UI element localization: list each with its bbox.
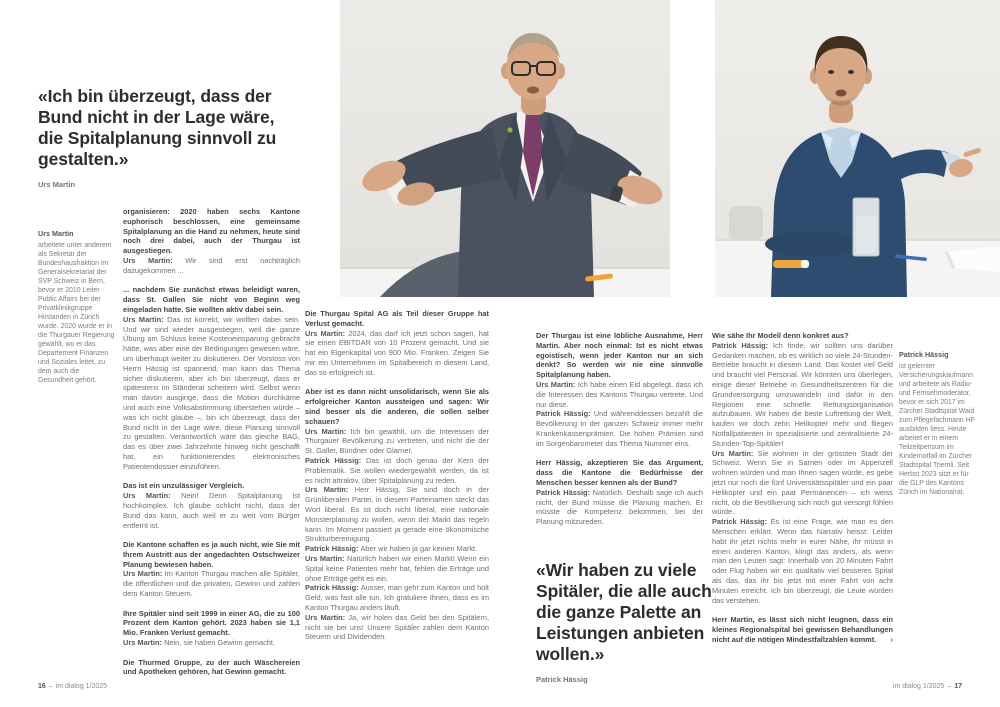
interviewer-question: ... nachdem Sie zunächst etwas beleidigt waren, dass St. Gallen Sie nicht von Beginn weg eingeladen hatte. Sie wollten aktiv dabei sein. [123,285,300,314]
interview-answer: Urs Martin: Herr Hässig, Sie sind doch in der Grünliberalen Partei, in diesem Parteinamen steckt das Wort liberal. Es ist doch nicht liberal, eine nationale Monsterplanung zu wollen, wenn der Markt das regeln kann. Im Moment passiert ja gerade eine ökonomische Strukturbereinigung. [305,485,489,544]
interview-answer: Urs Martin: Nein! Denn Spitalplanung ist hochkomplex. Ich glaube schlicht nicht, dass der Bund das kann, auch weil er zu weit vom Bürger entfernt ist. [123,491,300,530]
mouth [836,90,847,97]
speaker-name: Urs Martin: [123,314,168,324]
interview-answer: Urs Martin: Ich bin gewählt, um die Interessen der Thurgauer Bevölkerung zu vertreten, und nicht die der St. Galler, Bündner oder Glarner. [305,426,489,456]
speaker-name: Urs Martin: [305,612,349,622]
interviewer-question: Wie sähe Ihr Modell denn konkret aus? [712,331,849,340]
folio-separator: – [947,683,952,690]
speaker-name: Patrick Hässig: [305,544,361,554]
patrick-haessig-illustration [715,0,1000,297]
interview-answer: Patrick Hässig: Und währenddessen bezahlt die Bevölkerung in der ganzen Schweiz immer mehr Krankenkassenprämien. Die hohen Prämien sind im Sorgenbarometer das Thema Nummer eins. [536,409,703,448]
pull-quote-patrick-haessig [536,560,736,684]
interview-column-3 [536,331,703,527]
publication-title: im dialog 1/2025 [55,683,108,690]
speaker-name: Urs Martin: [305,426,351,436]
interview-answer: Patrick Hässig: Natürlich. Deshalb sage ich auch nicht, der Bund müsse die Planung machen. Er müsste die Kompetenz bekommen, bei der Planung mitzureden. [536,487,703,527]
bio-text: arbeitete unter anderem als Sekretär der Bundeshausfraktion im Generalsekretariat der SVP Schweiz in Bern, bevor er 2010 Leiter Public Affairs bei der Privatklinikgruppe Hirslanden in Zürich wurde. 2020 wurde er in die Thurgauer Regierung gewählt, wo er das Departement Finanzen und Soziales leitet, zu dem auch die Gesundheit gehört. [38,242,115,384]
speaker-name: Urs Martin: [536,379,578,389]
interview-answer: Patrick Hässig: Das ist doch genau der Kern der Problematik. Sie wollen wiedergewählt werden, da ist es nicht attraktiv, über Spitalplanung zu reden. [305,455,489,485]
page-number: 17 [954,683,962,690]
interview-answer: Patrick Hässig: Ausser, man geht zum Kanton und holt Geld, was fast alle tun. Ich gratuliere Ihnen, dass es im Kanton Thurgau anders läuft. [305,583,489,612]
interview-answer: Patrick Hässig: Aber wir haben ja gar keinen Markt. [305,544,478,554]
bio-name: Urs Martin [38,229,74,238]
interviewer-question: Ihre Spitäler sind seit 1999 in einer AG, die zu 100 Prozent dem Kanton gehört. 2023 haben sie 1,1 Mio. Franken Verlust gemacht. [123,608,300,638]
interview-answer: Urs Martin: Das ist korrekt, wir wollten dabei sein. Und wir sind wieder ausgestiegen, weil die ganze Übung am Schluss keine Kosteneinsparung gebracht hätte, was aber eine der Bedingungen gewesen wäre, um überhaupt weiter zu diskutieren. Der Vorstoss von Herrn Hässig ist spannend, man kann das Thema sicher diskutieren, aber ich bin überzeugt, dass er spätestens im Ständerat scheitern wird. Selbst wenn man davon ausginge, dass die Motion durchkäme und auch eine Volksabstimmung überstehen würde – was ich nicht glaube –, bin ich überzeugt, dass der Bund nicht in der Lage wäre, diese Planung sinnvoll zu gestalten. Verantwortlich wäre das gleiche BAG, das es über zwei Jahrzehnte hinweg nicht geschafft hat, ein funktionierendes elektronisches Patientendossier einzuführen. [123,314,300,471]
interview-answer: Urs Martin: Natürlich haben wir einen Markt! Wenn ein Spital keine Patienten mehr hat, fehlen die Erträge und ohne Erträge geht es ein. [305,553,489,583]
continuation-arrow: › [890,634,893,644]
eye-left [828,70,834,74]
speaker-name: Patrick Hässig: [536,487,593,497]
interviewer-question: Der Thurgau ist eine löbliche Ausnahme, Herr Martin. Aber noch einmal: Ist es nicht etwas egoistisch, wenn jeder Kanton nur an sich denkt? So werden wir nie eine sinnvolle Spitalplanung haben. [536,331,703,380]
forearm-on-table [765,231,861,257]
publication-title: im dialog 1/2025 [892,683,945,690]
pull-quote-urs-martin [38,86,288,189]
interviewer-question: Herr Martin, es lässt sich nicht leugnen, dass ein kleines Regionalspital bei gewissen Behandlungen nicht auf die nötigen Mindestfallzahlen kommt. › [712,615,893,644]
interviewer-question: organisieren: 2020 haben sechs Kantone euphorisch beschlossen, eine gemeinsame Spitalplanung an die Hand zu nehmen, heute sind noch drei dabei, auch der Thurgau ist ausgestiegen. [123,207,300,256]
interviewer-question: Das ist ein unzulässiger Vergleich. [123,481,245,491]
page-right [500,0,1000,707]
interview-answer: Urs Martin: Sie wohnen in der grössten Stadt der Schweiz. Wenn Sie in Sarnen oder im Appenzell wohnen würden und man Ihnen sagen würde, es gebe jetzt nur noch die fünf Universitätsspitäler und ein paar Helikopter und ein paar Permanencen – ich weiss nicht, ob die Bevölkerung sich noch gut versorgt fühlen würde. [712,448,893,517]
speaker-name: Patrick Hässig: [305,455,366,465]
speaker-name: Urs Martin: [123,255,186,265]
interview-answer: Patrick Hässig: Ich finde, wir sollten uns darüber Gedanken machen, ob es wirklich so viele 24-Stunden-Betriebe braucht in diesem Land. Das kostet viel Geld und braucht viel Personal. Wir könnten uns überlegen, einige dieser Betriebe in Gesundheitszentren für die Grundversorgung umzuwandeln und dafür in den Regionen eine schnelle Rettungsorganisation aufzubauen. Wir haben die beste Luftrettung der Welt, kaufen wir doch zehn Helikopter mehr und fliegen Notfallpatienten in spezialisierte und zentralisierte 24-Stunden-Top-Spitäler! [712,340,893,448]
page-footer-left [38,683,110,690]
speaker-name: Urs Martin: [123,569,165,579]
speaker-name: Urs Martin: [305,328,349,338]
interview-answer: Urs Martin: Nein, sie haben Gewinn gemacht. [123,638,276,648]
interview-column-1 [123,207,300,677]
water [856,216,876,253]
chair [729,206,763,240]
speaker-name: Patrick Hässig: [712,517,771,527]
eye-right [848,70,854,74]
folio-separator: – [48,683,53,690]
interviewer-question: Herr Hässig, akzeptieren Sie das Argument, dass die Kantone die Bedürfnisse der Menschen besser kennen als der Bund? [536,458,703,487]
page-number: 16 [38,683,46,690]
pull-quote-author: Patrick Hässig [536,675,588,684]
speaker-name: Urs Martin: [305,553,348,563]
speaker-name: Urs Martin: [305,485,355,495]
interview-answer: Urs Martin: Ich habe einen Eid abgelegt, dass ich die Interessen des Kantons Thurgau vertrete. Und nur diese. [536,379,703,409]
bio-name: Patrick Hässig [899,350,949,359]
bio-patrick-haessig [899,350,977,497]
interview-answer: Patrick Hässig: Es ist eine Frage, wie man es den Menschen erklärt. Wenn das Narrativ heisst: Leider habt ihr jetzt nichts mehr in eurer Nähe, ihr müsst in einen anderen Kanton, klingt das anders, als wenn man den Leuten sagt: Innerhalb von 20 Minuten Fahrt oder Flug haben wir ein qualitativ viel besseres Spital als das, das ihr bis jetzt mit einer Fahrt von acht Minuten erreicht. Ich bin überzeugt, die Leute würden das verstehen. [712,517,893,605]
interviewer-question: Die Thurgau Spital AG als Teil dieser Gruppe hat Verlust gemacht. [305,309,489,328]
interview-column-2 [305,309,489,642]
bio-urs-martin [38,229,116,385]
pull-quote-text: «Wir haben zu viele Spitäler, die alle auch die ganze Palette an Leistungen anbieten wollen.» [536,560,712,664]
bio-text: ist gelernter Versicherungskaufmann und arbeitete als Radio- und Fernsehmoderator, bevor er sich 2017 im Zürcher Stadtspital Waid zum Pflegefachmann HF ausbilden liess. Heute arbeitet er in einem Teilzeitpensum im Kindernotfall im Zürcher Stadtspital Triemli. Seit Herbst 2023 sitzt er für die GLP des Kantons Zürich im Nationalrat. [899,363,975,496]
interview-answer: Urs Martin: Ja, wir holen das Geld bei den Spitälern, nicht sie bei uns! Unsere Spitäler zahlen dem Kanton Steuern und Dividenden. [305,612,489,642]
highlighter-cap [801,260,809,268]
pull-quote-author: Urs Martin [38,180,76,189]
interviewer-question: Die Thurmed Gruppe, zu der auch Wäschereien und Apotheken gehören, hat Gewinn gemacht. [123,657,300,677]
speaker-name: Urs Martin: [123,491,182,501]
speaker-name: Urs Martin: [712,448,758,458]
photo-patrick-haessig [715,0,1000,297]
speaker-name: Patrick Hässig: [305,583,361,593]
interview-answer: Urs Martin: Im Kanton Thurgau machen alle Spitäler, die öffentlichen und die privaten, Gewinn und zahlen dem Kanton Steuern. [123,569,300,599]
interviewer-question: Die Kantone schaffen es ja auch nicht, wie Sie mit Ihrem Austritt aus der angedachten Ostschweizer Planung bewiesen haben. [123,540,300,569]
page-footer-right [890,683,962,690]
interview-answer: Urs Martin: Wir sind erst nachträglich dazugekommen ... [123,255,300,275]
speaker-name: Patrick Hässig: [536,409,594,419]
interview-answer: Urs Martin: 2024, das darf ich jetzt schon sagen, hat sie einen EBITDAR von 10 Prozent gemacht. Und sie hat ein Eigenkapital von 900 Mio. Franken. Zeigen Sie mir ein Unternehmen im Spitalbereich in diesem Land, das so erfolgreich ist. [305,328,489,377]
speaker-name: Patrick Hässig: [712,340,773,350]
pull-quote-text: «Ich bin überzeugt, dass der Bund nicht in der Lage wäre, die Spitalplanung sinnvoll zu gestalten.» [38,86,277,169]
interviewer-question: Aber ist es dann nicht unsolidarisch, wenn Sie als erfolgreicher Kanton aussteigen und sagen: Wir sind besser als die anderen, die sollen selber schauen? [305,387,489,426]
speaker-name: Urs Martin: [123,638,165,648]
interview-column-4 [712,331,893,645]
